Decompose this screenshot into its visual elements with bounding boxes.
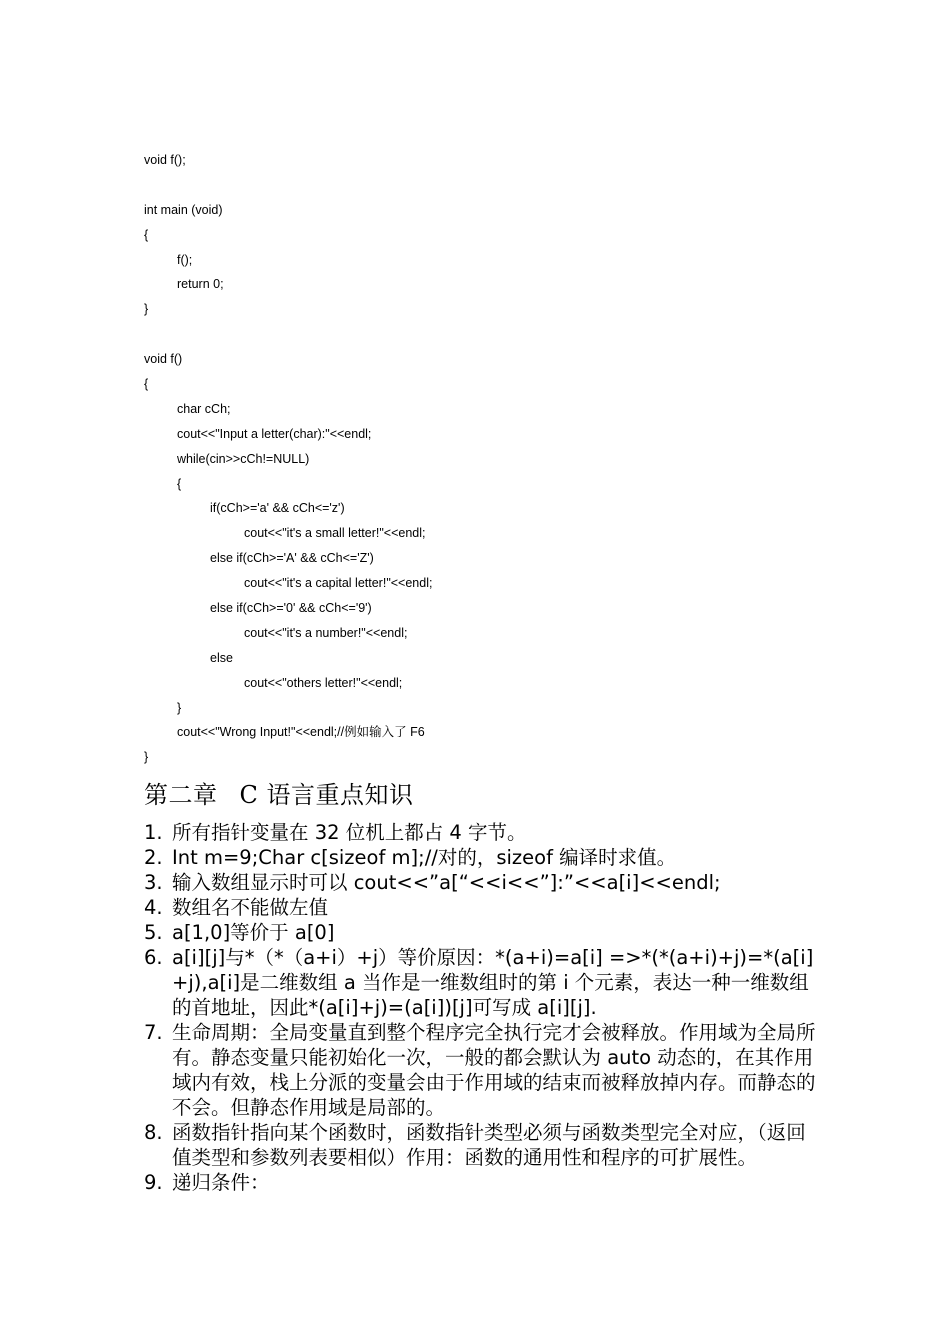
- list-item: [144, 945, 816, 1020]
- code-line: else if(cCh>='0' && cCh<='9'): [210, 601, 372, 616]
- code-line: int main (void): [144, 202, 223, 217]
- list-item-number: 1.: [144, 821, 163, 844]
- code-line: }: [177, 700, 182, 715]
- chapter-title-text: C 语言重点知识: [239, 781, 414, 809]
- list-item-number: 5.: [144, 921, 163, 944]
- code-line-blank: [144, 324, 844, 349]
- code-line: f();: [177, 252, 193, 267]
- list-item-number: 4.: [144, 896, 163, 919]
- chapter-heading: [144, 780, 414, 810]
- list-item-number: 8.: [144, 1121, 163, 1144]
- list-item-text: 数组名不能做左值: [172, 896, 329, 919]
- code-line: cout<<"it's a small letter!"<<endl;: [244, 526, 426, 541]
- list-item-number: 7.: [144, 1021, 163, 1044]
- list-item-text: Int m=9;Char c[sizeof m];//对的，sizeof 编译时求值。: [172, 846, 677, 869]
- code-line: else: [210, 650, 233, 665]
- code-line: return 0;: [177, 277, 224, 292]
- code-line-blank: [144, 175, 844, 200]
- code-line: char cCh;: [177, 401, 231, 416]
- list-item: [144, 820, 816, 845]
- list-item-text: 生命周期：全局变量直到整个程序完全执行完才会被释放。作用域为全局所有。静态变量只能初始化一次，一般的都会默认为 auto 动态的，在其作用域内有效，栈上分派的变量会由于作用域的结束而被释放掉内存。而静态的不会。但静态作用域是局部的。: [172, 1021, 816, 1119]
- code-line: cout<<"it's a number!"<<endl;: [244, 625, 408, 640]
- code-line: void f();: [144, 153, 186, 167]
- list-item: [144, 1170, 816, 1195]
- list-item: [144, 920, 816, 945]
- list-item: [144, 870, 816, 895]
- list-item: [144, 1120, 816, 1170]
- code-line: cout<<"others letter!"<<endl;: [244, 675, 403, 690]
- code-line: cout<<"Input a letter(char):"<<endl;: [177, 426, 372, 441]
- code-line: }: [144, 302, 149, 317]
- list-item-number: 3.: [144, 871, 163, 894]
- code-line: void f(): [144, 352, 183, 367]
- list-item-text: 递归条件：: [172, 1171, 270, 1194]
- list-item-text: a[i][j]与*（*（a+i）+j）等价原因：*(a+i)=a[i] =>*(*(a+i)+j)=*(a[i]+j),a[i]是二维数组 a 当作是一维数组时的第 i 个元素，表达一种一维数组的首地址，因此*(a[i]+j)=(a[i])[j]可写成 a[i][j].: [172, 946, 814, 1019]
- list-item-number: 6.: [144, 946, 163, 969]
- code-line: cout<<"it's a capital letter!"<<endl;: [244, 576, 433, 591]
- code-line: else if(cCh>='A' && cCh<='Z'): [210, 551, 374, 566]
- code-line: {: [177, 476, 182, 491]
- code-line: }: [144, 750, 149, 765]
- code-line: while(cin>>cCh!=NULL): [177, 451, 310, 466]
- list-item-number: 9.: [144, 1171, 163, 1194]
- code-line: {: [144, 377, 149, 392]
- code-line: if(cCh>='a' && cCh<='z'): [210, 501, 345, 516]
- list-item-text: 所有指针变量在 32 位机上都占 4 字节。: [172, 821, 527, 844]
- list-item: [144, 845, 816, 870]
- list-item-text: a[1,0]等价于 a[0]: [172, 921, 335, 944]
- list-item: [144, 895, 816, 920]
- code-line: cout<<"Wrong Input!"<<endl;//例如输入了 F6: [177, 725, 425, 740]
- code-line: {: [144, 227, 149, 242]
- chapter-number: 第二章: [144, 781, 218, 809]
- knowledge-list: [144, 820, 816, 1195]
- code-block: [144, 150, 844, 772]
- list-item-text: 输入数组显示时可以 cout<<”a[“<<i<<”]:”<<a[i]<<endl;: [172, 871, 721, 894]
- list-item-number: 2.: [144, 846, 163, 869]
- list-item: [144, 1020, 816, 1120]
- list-item-text: 函数指针指向某个函数时，函数指针类型必须与函数类型完全对应，（返回值类型和参数列表要相似）作用：函数的通用性和程序的可扩展性。: [172, 1121, 806, 1169]
